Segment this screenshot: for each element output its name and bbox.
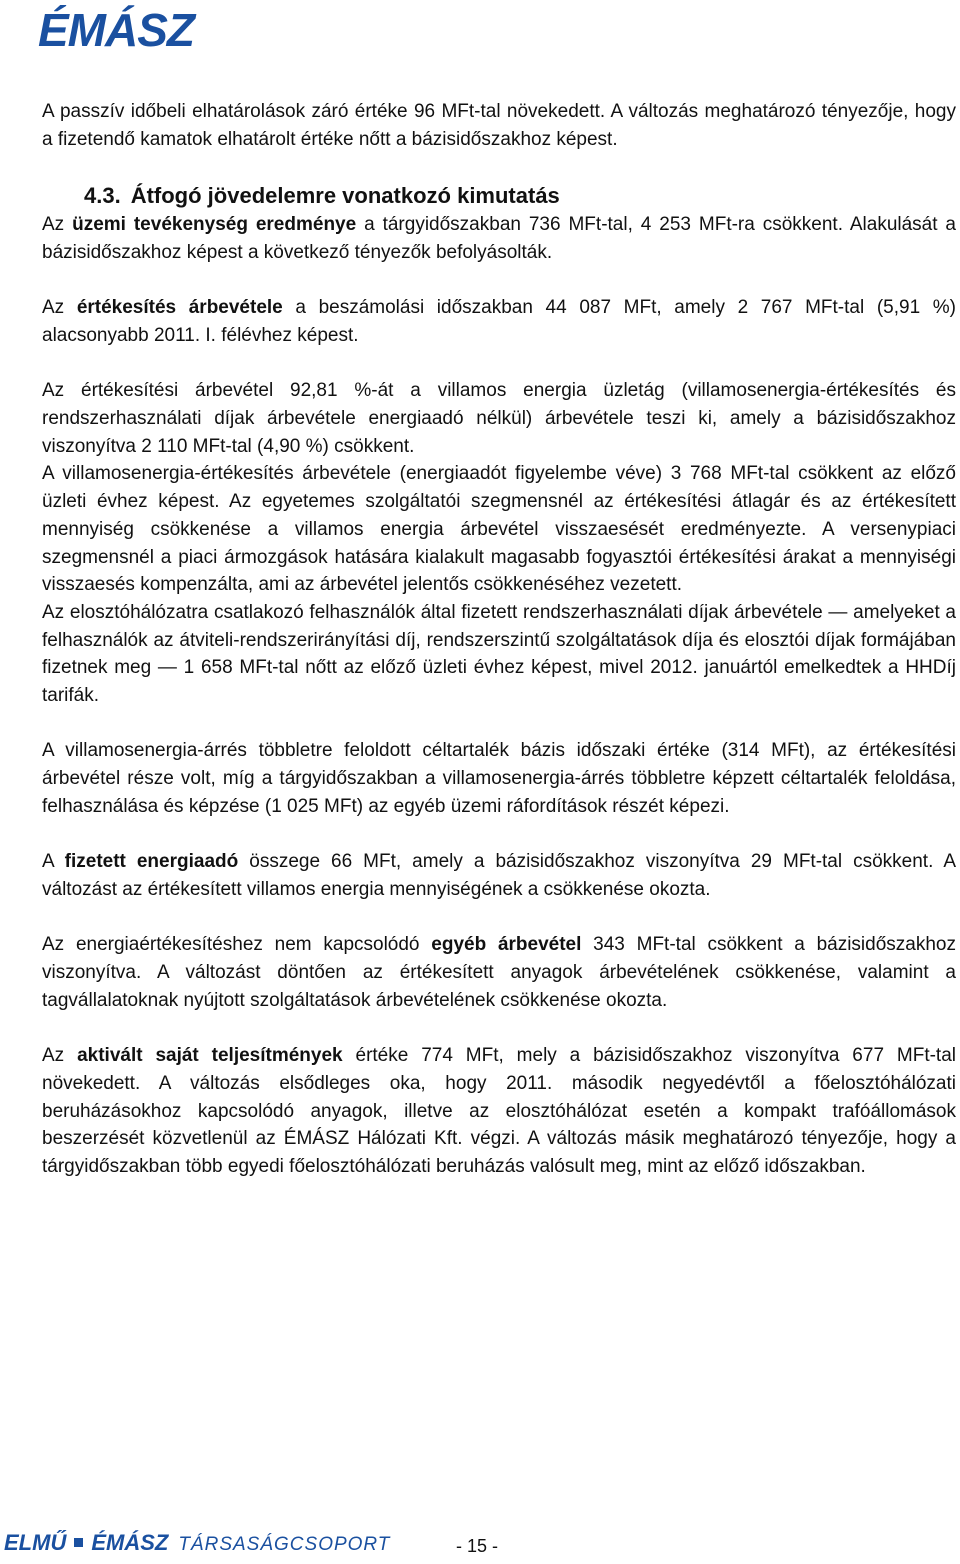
paragraph-deferred-liabilities: A passzív időbeli elhatárolások záró értéke 96 MFt-tal növekedett. A változás meghatározó tényezője, hogy a fizetendő kamatok elhatárolt értéke nőtt a bázisidőszakhoz képest.: [42, 101, 956, 150]
bold-term: üzemi tevékenység eredménye: [72, 214, 357, 236]
paragraph-electricity-sales: A villamosenergia-értékesítés árbevétele (energiaadót figyelembe véve) 3 768 MFt-tal csökkent az előző üzleti évhez képest. Az egyetemes szolgáltatói szegmensnél az értékesítési átlagár és az értékesített mennyiség csökkenése a villamos energia árbevétel visszaesését eredményezte. A versenypiaci szegmensnél a piaci ármozgások hatására kialakult magasabb fogyasztói értékesítési árakat a mennyiségi visszaesés kompenzálta, ami az árbevétel jelentős csökkenéséhez vezetett.: [42, 463, 956, 596]
text: értéke 774 MFt, mely a bázisidőszakhoz viszonyítva 677 MFt-tal növekedett. A változás elsődleges oka, hogy 2011. második negyedévtől a főelosztóhálózati beruházásokhoz kapcsolódó anyagok, illetve az elosztóhálózat esetén a kompakt trafóállomások beszerzését közvetlenül az ÉMÁSZ Hálózati Kft. végzi. A változás másik meghatározó tényezője, hogy a tárgyidőszakban több egyedi főelosztóhálózati beruházás valósult meg, mint az előző időszakban.: [42, 1045, 957, 1177]
paragraph-capitalized-work: [42, 1042, 956, 1181]
text: a tárgyidőszakban 736 MFt-tal, 4 253 MFt-ra csökkent. Alakulását a bázisidőszakhoz képest a következő tényezők befolyásolták.: [42, 214, 956, 263]
bold-term: értékesítés árbevétele: [76, 297, 283, 319]
page-number: - 15 -: [456, 1536, 499, 1556]
text: Az: [42, 1045, 78, 1067]
document-body: [42, 98, 956, 1181]
text: Az: [42, 214, 73, 236]
section-title: Átfogó jövedelemre vonatkozó kimutatás: [130, 183, 560, 209]
group-logo: [4, 1530, 390, 1556]
text: Az: [42, 297, 77, 319]
text: a beszámolási időszakban 44 087 MFt, amely 2 767 MFt-tal (5,91 %) alacsonyabb 2011. I. félévhez képest.: [42, 297, 956, 346]
paragraph-sales-revenue: [42, 294, 956, 349]
bold-term: fizetett energiaadó: [64, 851, 239, 873]
separator-dot-icon: [74, 1538, 83, 1547]
paragraph-other-revenue: [42, 931, 956, 1014]
bold-term: egyéb árbevétel: [431, 934, 582, 956]
text: 343 MFt-tal csökkent a bázisidőszakhoz viszonyítva. A változást döntően az értékesített anyagok árbevételének csökkenése, valamint a tagvállalatoknak nyújtott szolgáltatások árbevételének csökkenése okozta.: [42, 934, 956, 1011]
emasz-logo: ÉMÁSZ: [38, 4, 194, 56]
page-footer: [0, 1500, 960, 1564]
emasz-logo-text: ÉMÁSZ: [91, 1530, 169, 1555]
paragraph-operating-result: [42, 211, 956, 266]
paragraph-network-fees: Az elosztóhálózatra csatlakozó felhasználók által fizetett rendszerhasználati díjak árbevétele — amelyeket a felhasználók az átviteli-rendszerirányítási díj, rendszerszintű szolgáltatások díja és elosztói díjak formájában fizetnek meg — 1 658 MFt-tal nőtt az előző üzleti évhez képest, mivel 2012. januártól emelkedtek a HHDíj tarifák.: [42, 601, 956, 707]
paragraph-electricity-share: Az értékesítési árbevétel 92,81 %-át a villamos energia üzletág (villamosenergia-értékesítés és rendszerhasználati díjak árbevétele energiaadó nélkül) árbevétele teszi ki, amely a bázisidőszakhoz viszonyítva 2 110 MFt-tal (4,90 %) csökkent.: [42, 380, 956, 457]
section-heading: [42, 181, 956, 211]
bold-term: aktivált saját teljesítmények: [77, 1045, 343, 1067]
group-text: TÁRSASÁGCSOPORT: [178, 1534, 391, 1555]
text: összege 66 MFt, amely a bázisidőszakhoz viszonyítva 29 MFt-tal csökkent. A változást az értékesített villamos energia mennyiségének a csökkenése okozta.: [42, 851, 956, 900]
paragraph-provision: A villamosenergia-árrés többletre feloldott céltartalék bázis időszaki értéke (314 MFt), az értékesítési árbevétel része volt, míg a tárgyidőszakban a villamosenergia-árrés többletre képzett céltartalék feloldása, felhasználása és képzése (1 025 MFt) az egyéb üzemi ráfordítások részét képezi.: [42, 740, 956, 817]
elmu-logo-text: ELMŰ: [4, 1530, 67, 1555]
text: A: [42, 851, 65, 873]
text: Az energiaértékesítéshez nem kapcsolódó: [42, 934, 432, 956]
section-number: 4.3.: [84, 183, 121, 209]
paragraph-energy-tax: [42, 848, 956, 903]
